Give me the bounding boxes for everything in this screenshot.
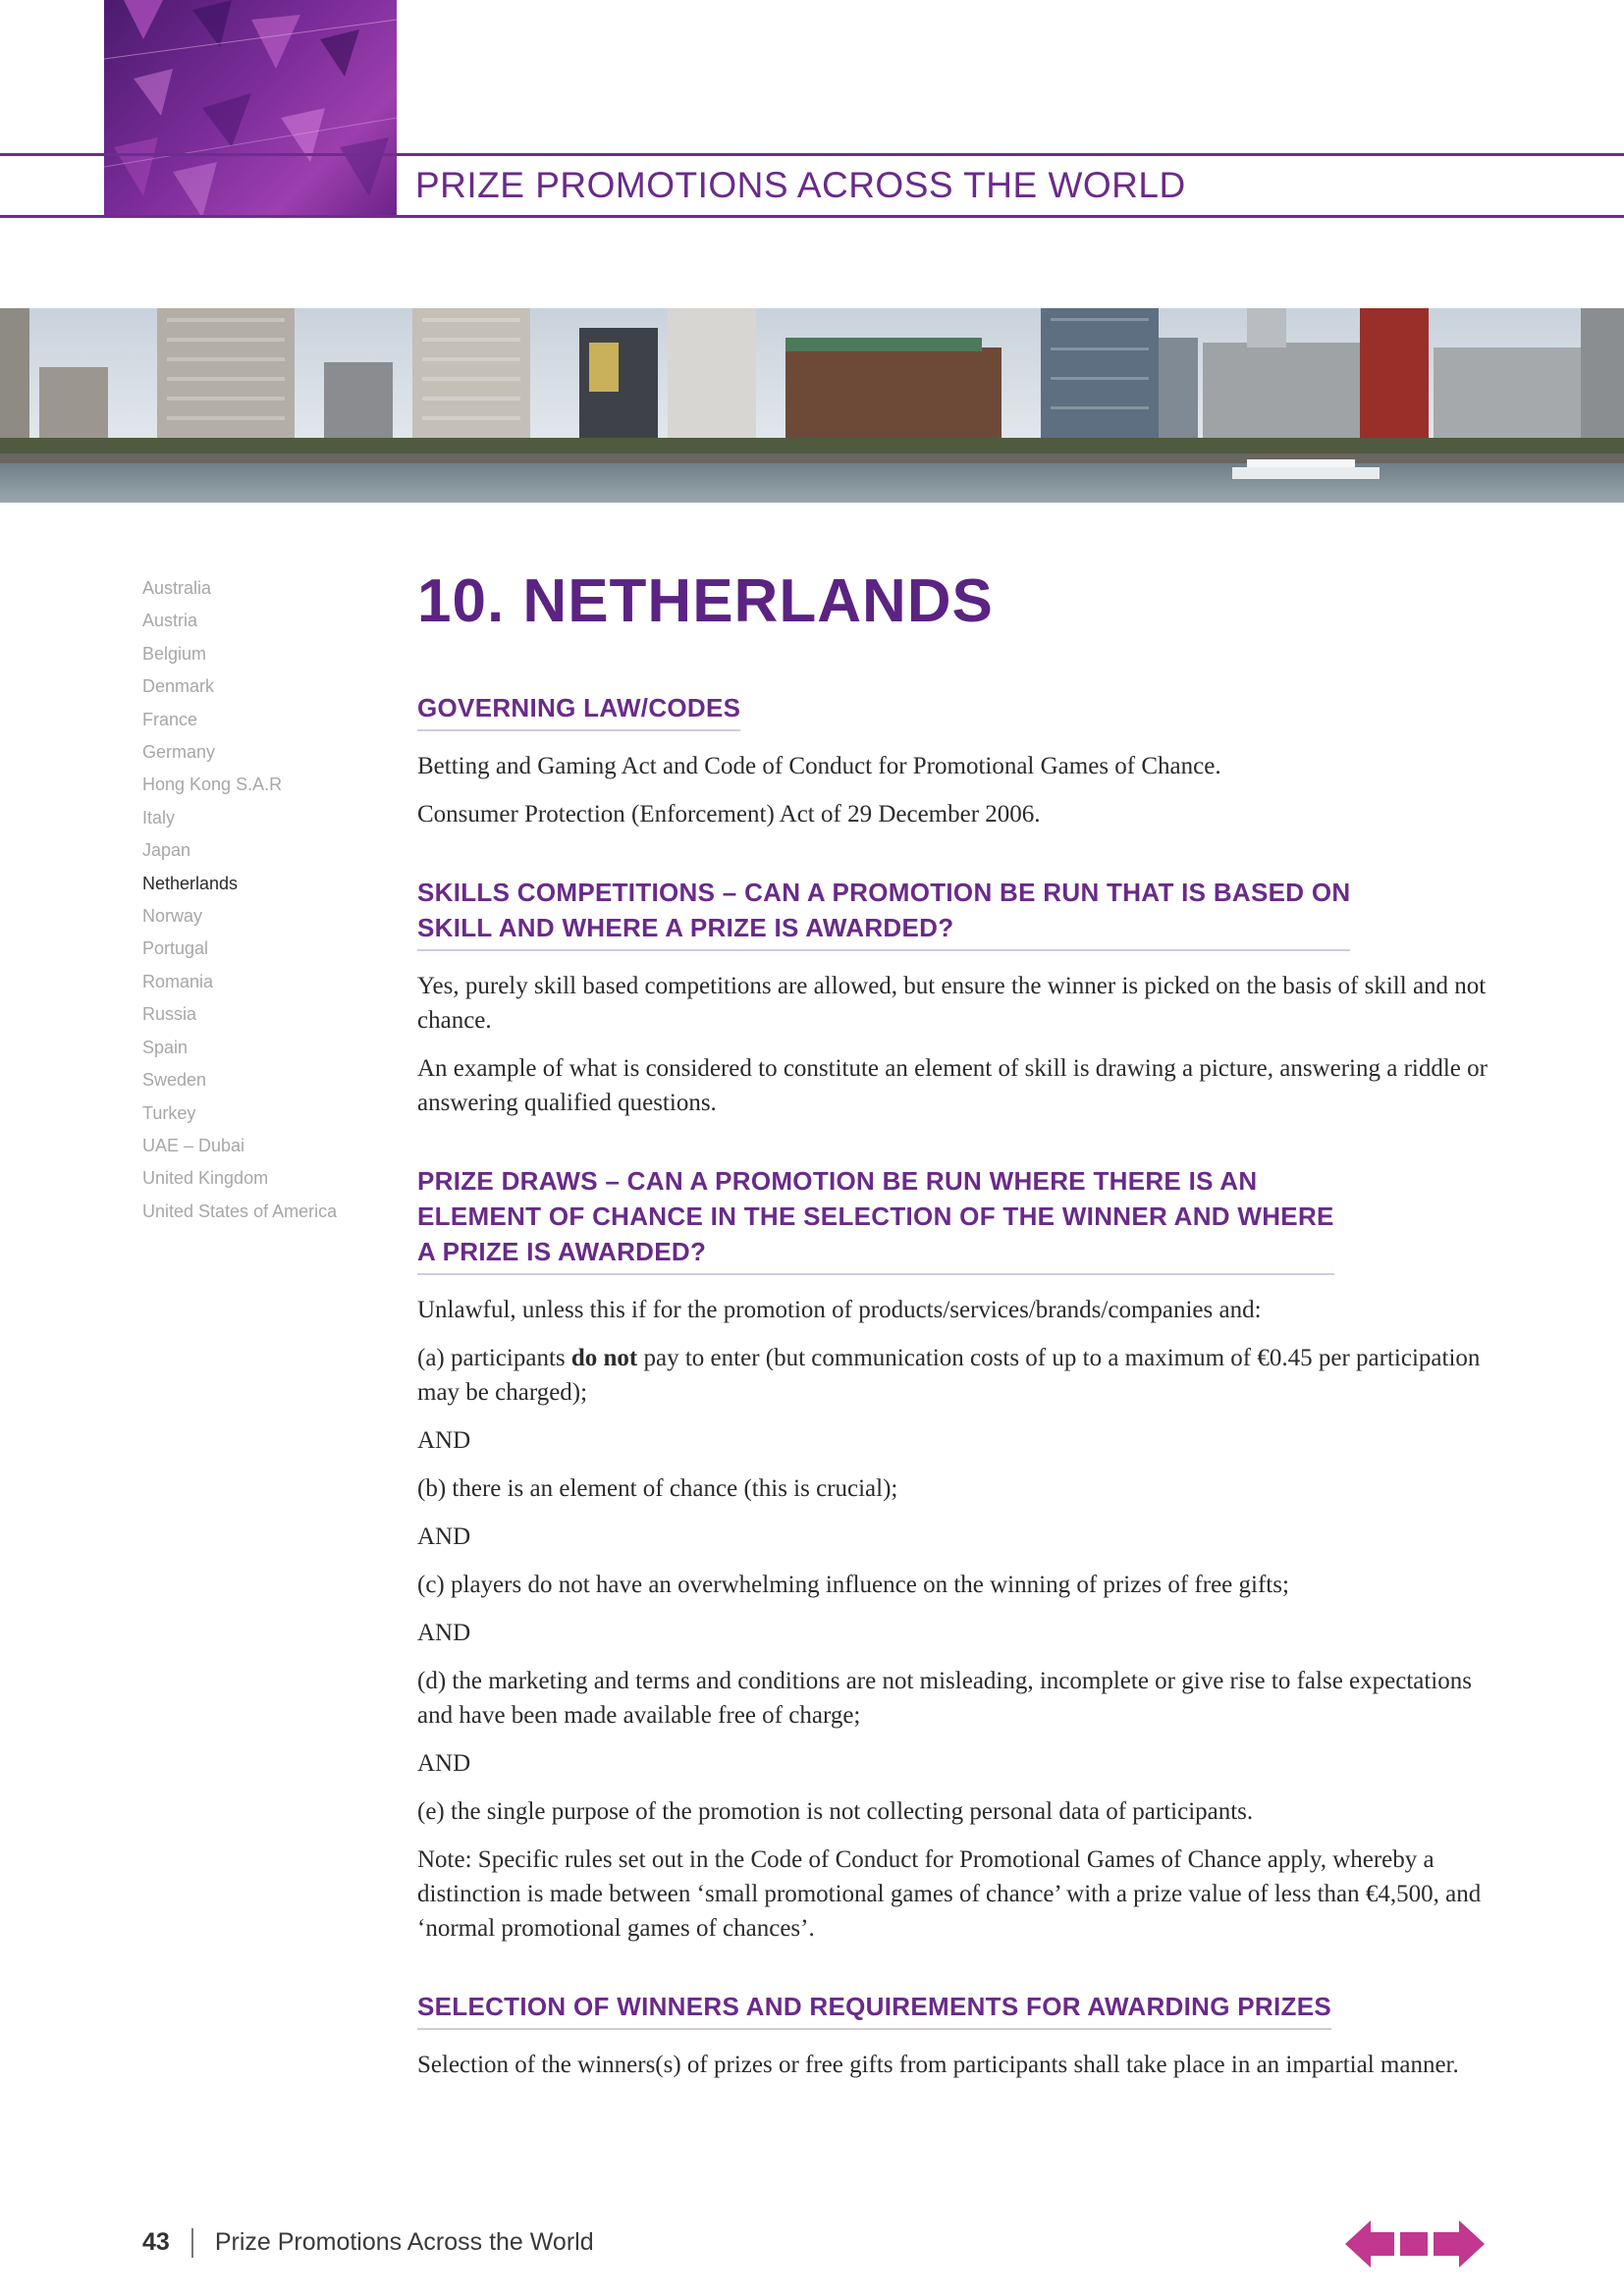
text-run: pay to enter (but communication costs of up to a maximum of €0.45 per participation may be charged);	[417, 1345, 1481, 1406]
section-governing-law	[417, 690, 1488, 831]
section-heading	[417, 1163, 1334, 1275]
text-run: (a) participants	[417, 1345, 571, 1371]
sidebar-item-france[interactable]: France	[142, 709, 198, 729]
sidebar-item-denmark[interactable]: Denmark	[142, 676, 215, 697]
contents-button[interactable]	[1400, 2232, 1428, 2261]
sidebar-item-norway[interactable]: Norway	[142, 906, 203, 927]
section-heading-line: SKILL AND WHERE A PRIZE IS AWARDED?	[417, 913, 954, 942]
condition-a	[417, 1341, 1488, 1410]
paragraph: Selection of the winners(s) of prizes or free gifts from participants shall take place in an impartial manner.	[417, 2052, 1459, 2078]
section-heading: SELECTION OF WINNERS AND REQUIREMENTS FOR AWARDING PRIZES	[417, 1989, 1331, 2030]
arrow-left-icon	[1345, 2220, 1394, 2268]
page-number: 43	[142, 2228, 170, 2256]
section-selection-of-winners	[417, 1989, 1488, 2082]
note: Note: Specific rules set out in the Code of Conduct for Promotional Games of Chance apply, whereby a distinction is made between ‘small promotional games of chance’ with a prize value of less than €4,500, and ‘normal promotional games of chances’.	[417, 1846, 1482, 1942]
sidebar-item-spain[interactable]: Spain	[142, 1037, 189, 1057]
condition-b: (b) there is an element of chance (this is crucial);	[417, 1475, 898, 1502]
sidebar-item-romania[interactable]: Romania	[142, 971, 214, 991]
section-heading-line: SKILLS COMPETITIONS – CAN A PROMOTION BE RUN THAT IS BASED ON	[417, 878, 1351, 907]
section-prize-draws	[417, 1163, 1488, 1946]
chapter-title: 10. NETHERLANDS	[417, 567, 994, 635]
sidebar-item-sweden[interactable]: Sweden	[142, 1070, 207, 1091]
bunting-flags-icon	[104, 0, 397, 218]
sidebar-item-uae-dubai[interactable]: UAE – Dubai	[142, 1135, 245, 1155]
section-heading: GOVERNING LAW/CODES	[417, 690, 740, 731]
sidebar-item-italy[interactable]: Italy	[142, 807, 176, 828]
and-connector: AND	[417, 1750, 471, 1777]
sidebar-item-netherlands[interactable]: Netherlands	[142, 873, 239, 893]
emphasis: do not	[570, 1345, 638, 1371]
paragraph: Yes, purely skill based competitions are allowed, but ensure the winner is picked on the basis of skill and not chance.	[417, 973, 1487, 1034]
section-heading	[417, 875, 1350, 951]
sidebar-item-portugal[interactable]: Portugal	[142, 938, 209, 959]
sidebar-item-turkey[interactable]: Turkey	[142, 1102, 196, 1123]
page-footer	[142, 2228, 594, 2258]
page-navigation	[1345, 2220, 1485, 2268]
sidebar-item-austria[interactable]: Austria	[142, 611, 198, 631]
section-heading-line: A PRIZE IS AWARDED?	[417, 1237, 707, 1266]
condition-e: (e) the single purpose of the promotion is not collecting personal data of participants.	[417, 1798, 1254, 1825]
paragraph: An example of what is considered to constitute an element of skill is drawing a picture, answering a riddle or answering qualified questions.	[417, 1055, 1488, 1116]
sidebar-item-russia[interactable]: Russia	[142, 1004, 197, 1025]
sidebar-item-united-states-of-america[interactable]: United States of America	[142, 1201, 338, 1221]
sidebar-item-germany[interactable]: Germany	[142, 742, 216, 763]
sidebar-item-united-kingdom[interactable]: United Kingdom	[142, 1168, 269, 1189]
arrow-right-icon	[1434, 2220, 1485, 2268]
sidebar-item-hong-kong-s-a-r[interactable]: Hong Kong S.A.R	[142, 774, 283, 795]
sidebar-item-belgium[interactable]: Belgium	[142, 643, 207, 664]
sidebar-item-japan[interactable]: Japan	[142, 840, 191, 861]
condition-c: (c) players do not have an overwhelming influence on the winning of prizes of free gifts;	[417, 1572, 1289, 1598]
country-nav-list	[142, 572, 368, 1228]
footer-divider	[191, 2228, 193, 2258]
section-heading-line: PRIZE DRAWS – CAN A PROMOTION BE RUN WHERE THERE IS AN	[417, 1166, 1258, 1196]
and-connector: AND	[417, 1427, 471, 1454]
city-skyline-banner	[0, 308, 1624, 503]
section-skills-competitions	[417, 875, 1488, 1120]
condition-d: (d) the marketing and terms and conditions are not misleading, incomplete or give rise to false expectations and have been made available free of charge;	[417, 1668, 1472, 1729]
square-icon	[1400, 2232, 1428, 2256]
paragraph: Consumer Protection (Enforcement) Act of 29 December 2006.	[417, 801, 1041, 828]
header-title: PRIZE PROMOTIONS ACROSS THE WORLD	[415, 165, 1186, 205]
next-page-button[interactable]	[1434, 2220, 1485, 2272]
header-graphic	[104, 0, 397, 218]
and-connector: AND	[417, 1523, 471, 1550]
paragraph: Betting and Gaming Act and Code of Conduct for Promotional Games of Chance.	[417, 753, 1221, 779]
sidebar-item-australia[interactable]: Australia	[142, 578, 212, 598]
and-connector: AND	[417, 1620, 471, 1646]
previous-page-button[interactable]	[1345, 2220, 1394, 2272]
header-rule-top	[0, 153, 1624, 156]
skyline-photo-icon	[0, 308, 1624, 503]
header-rule-bottom	[0, 215, 1624, 218]
footer-title: Prize Promotions Across the World	[214, 2228, 594, 2256]
paragraph: Unlawful, unless this if for the promotion of products/services/brands/companies and:	[417, 1297, 1262, 1323]
section-heading-line: ELEMENT OF CHANCE IN THE SELECTION OF THE WINNER AND WHERE	[417, 1201, 1334, 1231]
